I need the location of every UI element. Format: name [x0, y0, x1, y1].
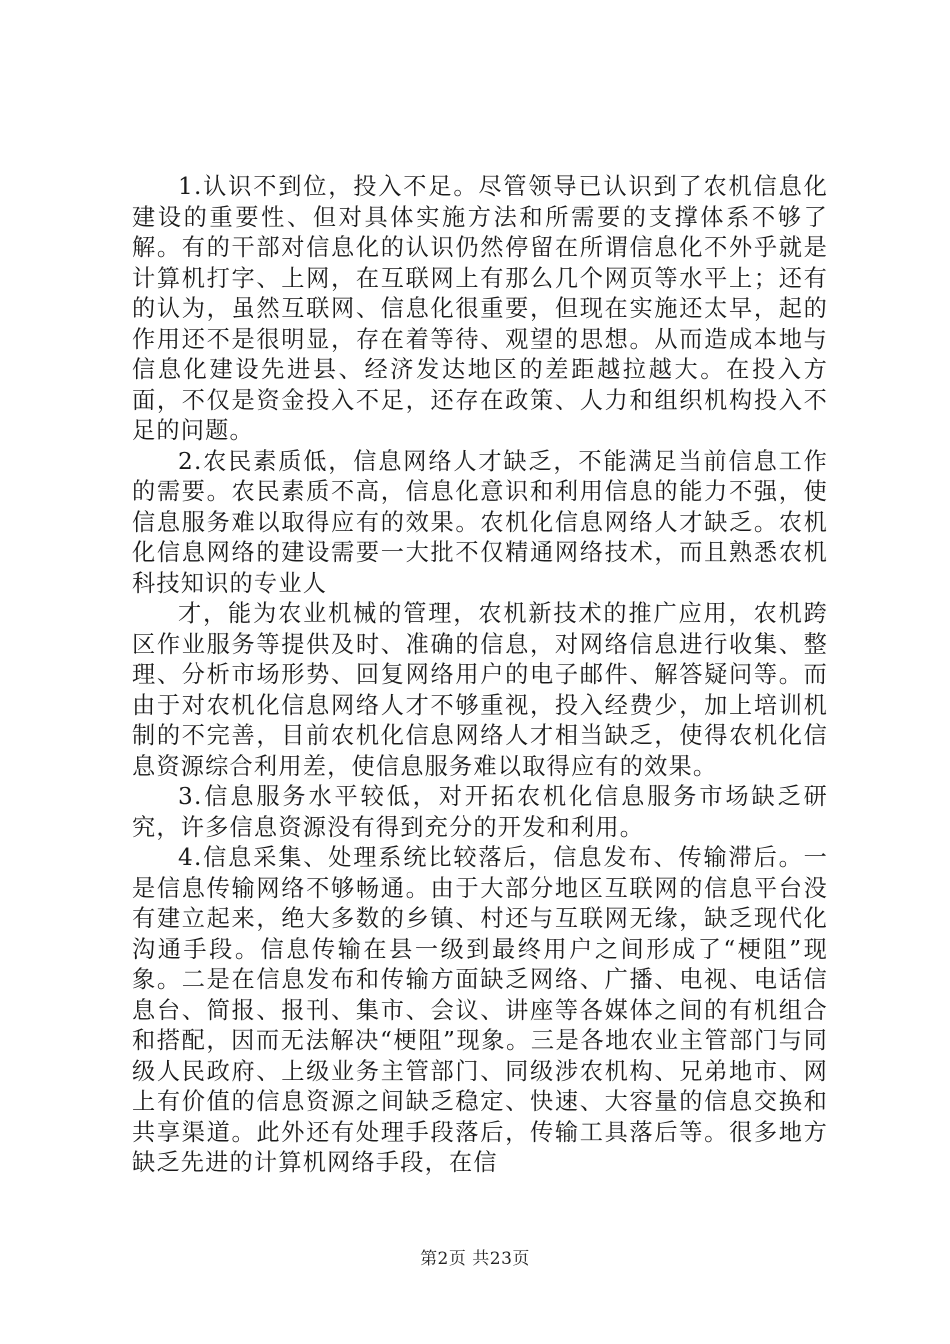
paragraph-2-continued: 才，能为农业机械的管理，农机新技术的推广应用，农机跨区作业服务等提供及时、准确的信息，对网络信息进行收集、整理、分析市场形势、回复网络用户的电子邮件、解答疑问等。而由于对农机化信息网络人才不够重视，投入经费少，加上培训机制的不完善，目前农机化信息网络人才相当缺乏，使得农机化信息资源综合利用差，使信息服务难以取得应有的效果。	[132, 600, 828, 780]
paragraph-4: 4.信息采集、处理系统比较落后，信息发布、传输滞后。一是信息传输网络不够畅通。由于大部分地区互联网的信息平台没有建立起来，绝大多数的乡镇、村还与互联网无缘，缺乏现代化沟通手段。信息传输在县一级到最终用户之间形成了“梗阻”现象。二是在信息发布和传输方面缺乏网络、广播、电视、电话信息台、简报、报刊、集市、会议、讲座等各媒体之间的有机组合和搭配，因而无法解决“梗阻”现象。三是各地农业主管部门与同级人民政府、上级业务主管部门、同级涉农机构、兄弟地市、网上有价值的信息资源之间缺乏稳定、快速、大容量的信息交换和共享渠道。此外还有处理手段落后，传输工具落后等。很多地方缺乏先进的计算机网络手段，在信	[132, 844, 828, 1176]
paragraph-3: 3.信息服务水平较低，对开拓农机化信息服务市场缺乏研究，许多信息资源没有得到充分的开发和利用。	[132, 783, 828, 841]
page-footer: 第2页 共23页	[420, 1249, 530, 1269]
document-body	[132, 172, 828, 1179]
paragraph-1: 1.认识不到位，投入不足。尽管领导已认识到了农机信息化建设的重要性、但对具体实施方法和所需要的支撑体系不够了解。有的干部对信息化的认识仍然停留在所谓信息化不外乎就是计算机打字、上网，在互联网上有那么几个网页等水平上；还有的认为，虽然互联网、信息化很重要，但现在实施还太早，起的作用还不是很明显，存在着等待、观望的思想。从而造成本地与信息化建设先进县、经济发达地区的差距越拉越大。在投入方面，不仅是资金投入不足，还存在政策、人力和组织机构投入不足的问题。	[132, 173, 828, 444]
paragraph-2: 2.农民素质低，信息网络人才缺乏，不能满足当前信息工作的需要。农民素质不高，信息化意识和利用信息的能力不强，使信息服务难以取得应有的效果。农机化信息网络人才缺乏。农机化信息网络的建设需要一大批不仅精通网络技术，而且熟悉农机科技知识的专业人	[132, 447, 828, 597]
